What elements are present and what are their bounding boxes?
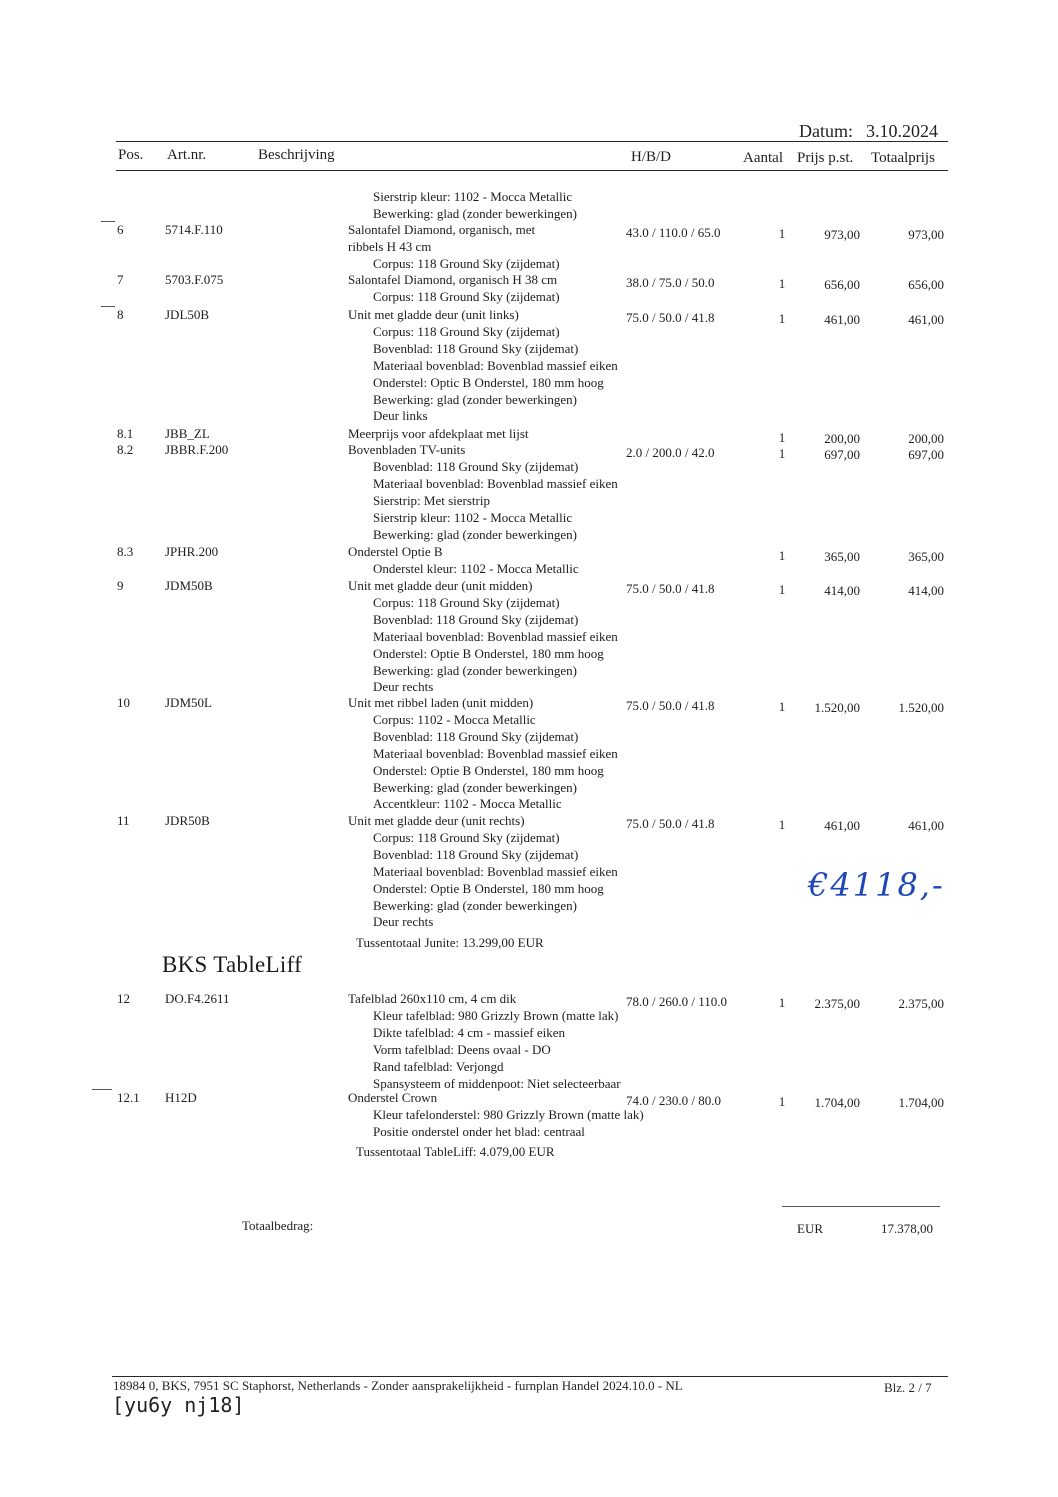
item-description-line: Salontafel Diamond, organisch, met <box>348 222 536 237</box>
item-quantity: 1 <box>778 1094 786 1109</box>
item-description-line: Unit met gladde deur (unit links) <box>348 307 519 322</box>
item-description-line: Materiaal bovenblad: Bovenblad massief eiken <box>373 629 618 644</box>
item-dimensions: 75.0 / 50.0 / 41.8 <box>626 310 715 325</box>
item-description-line: Bewerking: glad (zonder bewerkingen) <box>373 527 577 542</box>
item-article-number: 5703.F.075 <box>165 272 224 287</box>
item-description-line: Corpus: 118 Ground Sky (zijdemat) <box>373 256 560 271</box>
item-dimensions: 43.0 / 110.0 / 65.0 <box>626 225 721 240</box>
item-total-price: 1.520,00 <box>898 700 944 715</box>
item-description-line: Deur rechts <box>373 914 434 929</box>
item-description-line: Sierstrip kleur: 1102 - Mocca Metallic <box>373 510 573 525</box>
item-total-price: 365,00 <box>908 549 944 564</box>
item-quantity: 1 <box>778 548 786 563</box>
item-description-line: Bewerking: glad (zonder bewerkingen) <box>373 392 577 407</box>
item-description-line: Bewerking: glad (zonder bewerkingen) <box>373 663 577 678</box>
item-description-line: Corpus: 1102 - Mocca Metallic <box>373 712 536 727</box>
item-dimensions: 2.0 / 200.0 / 42.0 <box>626 445 715 460</box>
item-total-price: 414,00 <box>908 583 944 598</box>
item-position: 8.2 <box>117 442 134 457</box>
item-position: 11 <box>117 813 130 828</box>
item-description-line: Bovenbladen TV-units <box>348 442 466 457</box>
item-dimensions: 75.0 / 50.0 / 41.8 <box>626 698 715 713</box>
total-value: 17.378,00 <box>881 1221 933 1236</box>
item-dimensions: 75.0 / 50.0 / 41.8 <box>626 581 715 596</box>
item-position: 9 <box>117 578 124 593</box>
handwritten-note: €4118,- <box>808 866 945 904</box>
item-quantity: 1 <box>778 995 786 1010</box>
footer-rule <box>112 1376 948 1377</box>
item-article-number: JBB_ZL <box>165 426 210 441</box>
col-header-quantity: Aantal <box>743 150 783 166</box>
item-position: 10 <box>117 695 130 710</box>
item-description-line: Dikte tafelblad: 4 cm - massief eiken <box>373 1025 566 1040</box>
item-description-line: Deur rechts <box>373 679 434 694</box>
item-description-line: Corpus: 118 Ground Sky (zijdemat) <box>373 289 560 304</box>
item-total-price: 1.704,00 <box>898 1095 944 1110</box>
item-position: 8.1 <box>117 426 134 441</box>
item-description-line: Sierstrip kleur: 1102 - Mocca Metallic <box>373 189 573 204</box>
item-description-line: Rand tafelblad: Verjongd <box>373 1059 504 1074</box>
item-unit-price: 365,00 <box>824 549 860 564</box>
item-dimensions: 75.0 / 50.0 / 41.8 <box>626 816 715 831</box>
item-description-line: Bovenblad: 118 Ground Sky (zijdemat) <box>373 847 579 862</box>
item-article-number: JDL50B <box>165 307 210 322</box>
item-description-line: Spansysteem of middenpoot: Niet selecteerbaar <box>373 1076 621 1091</box>
footer-text: 18984 0, BKS, 7951 SC Staphorst, Netherlands - Zonder aansprakelijkheid - furnplan Handel 2024.10.0 - NL <box>113 1378 683 1393</box>
item-unit-price: 461,00 <box>824 312 860 327</box>
item-quantity: 1 <box>778 430 786 445</box>
item-total-price: 461,00 <box>908 818 944 833</box>
item-description-line: Tafelblad 260x110 cm, 4 cm dik <box>348 991 517 1006</box>
item-position: 7 <box>117 272 124 287</box>
item-dimensions: 78.0 / 260.0 / 110.0 <box>626 994 727 1009</box>
item-description-line: Unit met ribbel laden (unit midden) <box>348 695 534 710</box>
item-total-price: 697,00 <box>908 447 944 462</box>
item-description-line: Deur links <box>373 408 428 423</box>
item-quantity: 1 <box>778 276 786 291</box>
item-description-line: Accentkleur: 1102 - Mocca Metallic <box>373 796 562 811</box>
item-description-line: Positie onderstel onder het blad: centraal <box>373 1124 585 1139</box>
item-description-line: Unit met gladde deur (unit midden) <box>348 578 533 593</box>
item-position: 8 <box>117 307 124 322</box>
item-description-line: Bewerking: glad (zonder bewerkingen) <box>373 898 577 913</box>
item-description-line: ribbels H 43 cm <box>348 239 432 254</box>
subtotal-junite: Tussentotaal Junite: 13.299,00 EUR <box>356 935 544 950</box>
subtotal-tableliff: Tussentotaal TableLiff: 4.079,00 EUR <box>356 1144 555 1159</box>
item-description-line: Onderstel: Optie B Onderstel, 180 mm hoog <box>373 881 604 896</box>
item-description-line: Kleur tafelblad: 980 Grizzly Brown (matte lak) <box>373 1008 619 1023</box>
col-header-artnr: Art.nr. <box>167 147 207 163</box>
item-quantity: 1 <box>778 446 786 461</box>
item-description-line: Onderstel: Optie B Onderstel, 180 mm hoog <box>373 763 604 778</box>
item-total-price: 461,00 <box>908 312 944 327</box>
item-description-line: Bovenblad: 118 Ground Sky (zijdemat) <box>373 612 579 627</box>
item-unit-price: 973,00 <box>824 227 860 242</box>
item-description-line: Bovenblad: 118 Ground Sky (zijdemat) <box>373 459 579 474</box>
item-position: 8.3 <box>117 544 134 559</box>
item-description-line: Bovenblad: 118 Ground Sky (zijdemat) <box>373 729 579 744</box>
item-total-price: 2.375,00 <box>898 996 944 1011</box>
item-unit-price: 656,00 <box>824 277 860 292</box>
item-position: 6 <box>117 222 124 237</box>
item-article-number: 5714.F.110 <box>165 222 223 237</box>
item-description-line: Salontafel Diamond, organisch H 38 cm <box>348 272 558 287</box>
header-top-rule <box>116 141 948 142</box>
col-header-total: Totaalprijs <box>871 150 935 166</box>
item-description-line: Bovenblad: 118 Ground Sky (zijdemat) <box>373 341 579 356</box>
item-unit-price: 2.375,00 <box>814 996 860 1011</box>
item-description-line: Onderstel kleur: 1102 - Mocca Metallic <box>373 561 579 576</box>
item-unit-price: 461,00 <box>824 818 860 833</box>
stamp-code: [yu6y nj18] <box>112 1393 245 1417</box>
total-rule <box>782 1206 940 1207</box>
item-description-line: Sierstrip: Met sierstrip <box>373 493 490 508</box>
item-total-price: 973,00 <box>908 227 944 242</box>
item-article-number: JPHR.200 <box>165 544 219 559</box>
item-description-line: Materiaal bovenblad: Bovenblad massief eiken <box>373 864 618 879</box>
col-header-unit-price: Prijs p.st. <box>797 150 854 166</box>
date-label: Datum: <box>799 121 853 141</box>
item-total-price: 200,00 <box>908 431 944 446</box>
item-dimensions: 38.0 / 75.0 / 50.0 <box>626 275 715 290</box>
item-total-price: 656,00 <box>908 277 944 292</box>
item-description-line: Meerprijs voor afdekplaat met lijst <box>348 426 529 441</box>
item-description-line: Onderstel Optie B <box>348 544 443 559</box>
item-position: 12.1 <box>117 1090 140 1105</box>
item-quantity: 1 <box>778 226 786 241</box>
item-quantity: 1 <box>778 311 786 326</box>
item-description-line: Bewerking: glad (zonder bewerkingen) <box>373 780 577 795</box>
item-position: 12 <box>117 991 130 1006</box>
item-article-number: JBBR.F.200 <box>165 442 229 457</box>
margin-tick <box>101 306 115 307</box>
col-header-hbd: H/B/D <box>631 149 672 165</box>
col-header-description: Beschrijving <box>258 147 335 163</box>
date-value: 3.10.2024 <box>866 121 938 141</box>
item-quantity: 1 <box>778 817 786 832</box>
item-description-line: Onderstel: Optie B Onderstel, 180 mm hoog <box>373 646 604 661</box>
item-description-line: Corpus: 118 Ground Sky (zijdemat) <box>373 324 560 339</box>
item-unit-price: 697,00 <box>824 447 860 462</box>
margin-tick <box>101 221 115 222</box>
item-description-line: Onderstel: Optic B Onderstel, 180 mm hoog <box>373 375 604 390</box>
item-description-line: Materiaal bovenblad: Bovenblad massief eiken <box>373 746 618 761</box>
item-unit-price: 1.704,00 <box>814 1095 860 1110</box>
item-description-line: Vorm tafelblad: Deens ovaal - DO <box>373 1042 551 1057</box>
margin-tick <box>92 1089 112 1090</box>
item-description-line: Corpus: 118 Ground Sky (zijdemat) <box>373 830 560 845</box>
item-article-number: JDM50B <box>165 578 213 593</box>
total-currency: EUR <box>797 1221 823 1236</box>
item-article-number: JDM50L <box>165 695 212 710</box>
item-unit-price: 414,00 <box>824 583 860 598</box>
item-description-line: Bewerking: glad (zonder bewerkingen) <box>373 206 577 221</box>
item-unit-price: 200,00 <box>824 431 860 446</box>
item-article-number: H12D <box>165 1090 197 1105</box>
total-label: Totaalbedrag: <box>242 1218 314 1233</box>
page-number: Blz. 2 / 7 <box>884 1380 932 1395</box>
col-header-pos: Pos. <box>118 147 144 163</box>
item-unit-price: 1.520,00 <box>814 700 860 715</box>
item-quantity: 1 <box>778 699 786 714</box>
item-description-line: Kleur tafelonderstel: 980 Grizzly Brown (matte lak) <box>373 1107 644 1122</box>
item-quantity: 1 <box>778 582 786 597</box>
item-article-number: JDR50B <box>165 813 210 828</box>
section-title: BKS TableLiff <box>162 952 303 977</box>
item-description-line: Corpus: 118 Ground Sky (zijdemat) <box>373 595 560 610</box>
item-description-line: Materiaal bovenblad: Bovenblad massief eiken <box>373 476 618 491</box>
item-description-line: Onderstel Crown <box>348 1090 438 1105</box>
item-description-line: Unit met gladde deur (unit rechts) <box>348 813 525 828</box>
item-article-number: DO.F4.2611 <box>165 991 230 1006</box>
header-bottom-rule <box>116 170 948 171</box>
item-dimensions: 74.0 / 230.0 / 80.0 <box>626 1093 721 1108</box>
item-description-line: Materiaal bovenblad: Bovenblad massief eiken <box>373 358 618 373</box>
